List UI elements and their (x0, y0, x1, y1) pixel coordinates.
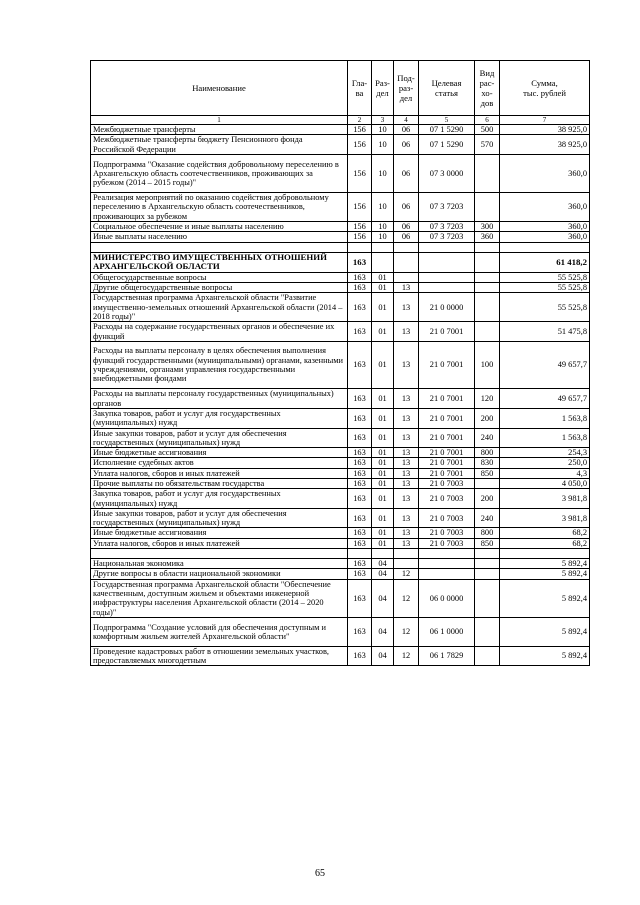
cell-razdel: 10 (372, 193, 394, 222)
cell-vid: 850 (475, 468, 500, 478)
cell-target: 21 0 7001 (419, 322, 475, 342)
column-number: 4 (394, 116, 419, 125)
cell-podrazdel: 06 (394, 154, 419, 192)
cell-glava (348, 549, 372, 559)
table-row (91, 538, 590, 548)
cell-vid (475, 549, 500, 559)
table-row (91, 252, 590, 272)
cell-podrazdel: 13 (394, 408, 419, 428)
cell-podrazdel: 13 (394, 538, 419, 548)
cell-target (419, 272, 475, 282)
cell-target (419, 242, 475, 252)
cell-name: Межбюджетные трансферты бюджету Пенсионного фонда Российской Федерации (91, 135, 348, 155)
header-row (91, 61, 590, 116)
cell-podrazdel: 13 (394, 479, 419, 489)
cell-glava: 156 (348, 221, 372, 231)
cell-glava: 163 (348, 428, 372, 448)
cell-glava: 163 (348, 468, 372, 478)
cell-razdel: 01 (372, 508, 394, 528)
cell-podrazdel: 13 (394, 341, 419, 389)
cell-target (419, 283, 475, 293)
table-row (91, 617, 590, 646)
cell-target: 21 0 7001 (419, 448, 475, 458)
cell-podrazdel: 12 (394, 617, 419, 646)
cell-vid: 100 (475, 341, 500, 389)
cell-target: 21 0 7001 (419, 458, 475, 468)
cell-vid (475, 293, 500, 322)
header-glava: Гла- ва (348, 61, 372, 116)
cell-name: Иные выплаты населению (91, 232, 348, 242)
cell-target: 21 0 7003 (419, 479, 475, 489)
cell-sum: 360,0 (500, 232, 590, 242)
header-sum: Сумма, тыс. рублей (500, 61, 590, 116)
cell-sum: 49 657,7 (500, 341, 590, 389)
cell-razdel: 01 (372, 389, 394, 409)
cell-vid: 800 (475, 528, 500, 538)
cell-sum: 360,0 (500, 193, 590, 222)
cell-podrazdel: 13 (394, 458, 419, 468)
cell-glava: 163 (348, 528, 372, 538)
cell-sum: 4 050,0 (500, 479, 590, 489)
cell-sum: 360,0 (500, 221, 590, 231)
cell-target: 21 0 7001 (419, 408, 475, 428)
cell-razdel: 01 (372, 322, 394, 342)
table-row (91, 428, 590, 448)
cell-name: Исполнение судебных актов (91, 458, 348, 468)
cell-razdel: 01 (372, 448, 394, 458)
cell-razdel: 01 (372, 489, 394, 509)
cell-glava: 156 (348, 232, 372, 242)
cell-name (91, 242, 348, 252)
cell-sum: 3 981,8 (500, 489, 590, 509)
cell-razdel: 01 (372, 528, 394, 538)
table-row (91, 479, 590, 489)
table-row (91, 293, 590, 322)
cell-razdel: 10 (372, 232, 394, 242)
cell-name: Общегосударственные вопросы (91, 272, 348, 282)
cell-target: 07 3 0000 (419, 154, 475, 192)
cell-razdel: 04 (372, 569, 394, 579)
cell-sum: 68,2 (500, 538, 590, 548)
cell-glava: 156 (348, 154, 372, 192)
cell-sum: 55 525,8 (500, 272, 590, 282)
cell-sum: 5 892,4 (500, 646, 590, 666)
cell-podrazdel: 13 (394, 389, 419, 409)
cell-glava: 163 (348, 646, 372, 666)
cell-glava: 163 (348, 389, 372, 409)
table-row (91, 508, 590, 528)
cell-razdel: 01 (372, 479, 394, 489)
cell-podrazdel: 13 (394, 448, 419, 458)
cell-podrazdel: 06 (394, 232, 419, 242)
cell-vid: 200 (475, 408, 500, 428)
cell-target (419, 549, 475, 559)
cell-razdel: 10 (372, 125, 394, 135)
table-row (91, 528, 590, 538)
blank-row (91, 549, 590, 559)
cell-name: Межбюджетные трансферты (91, 125, 348, 135)
cell-name: Расходы на выплаты персоналу государственных (муниципальных) органов (91, 389, 348, 409)
cell-vid: 120 (475, 389, 500, 409)
cell-glava: 163 (348, 341, 372, 389)
cell-razdel: 01 (372, 272, 394, 282)
cell-podrazdel: 13 (394, 428, 419, 448)
cell-glava: 163 (348, 293, 372, 322)
cell-razdel: 01 (372, 283, 394, 293)
cell-podrazdel (394, 242, 419, 252)
cell-sum (500, 549, 590, 559)
cell-name: Уплата налогов, сборов и иных платежей (91, 468, 348, 478)
cell-name: Иные закупки товаров, работ и услуг для обеспечения государственных (муниципальных) нужд (91, 508, 348, 528)
cell-sum (500, 242, 590, 252)
cell-name: Государственная программа Архангельской области "Развитие имущественно-земельных отношений Архангельской области (2014 – 2018 годы)" (91, 293, 348, 322)
column-number: 5 (419, 116, 475, 125)
cell-target: 07 3 7203 (419, 232, 475, 242)
cell-podrazdel: 06 (394, 193, 419, 222)
cell-razdel: 01 (372, 538, 394, 548)
cell-sum: 4,3 (500, 468, 590, 478)
cell-glava: 156 (348, 125, 372, 135)
table-row (91, 489, 590, 509)
cell-podrazdel: 13 (394, 283, 419, 293)
table-row (91, 448, 590, 458)
cell-name: Прочие выплаты по обязательствам государства (91, 479, 348, 489)
cell-name: Расходы на содержание государственных органов и обеспечение их функций (91, 322, 348, 342)
cell-target: 21 0 7001 (419, 389, 475, 409)
cell-glava: 163 (348, 322, 372, 342)
column-number: 2 (348, 116, 372, 125)
budget-table-sheet (90, 60, 589, 666)
cell-podrazdel: 06 (394, 221, 419, 231)
cell-glava: 163 (348, 538, 372, 548)
header-razdel: Раз- дел (372, 61, 394, 116)
cell-sum: 360,0 (500, 154, 590, 192)
cell-vid: 570 (475, 135, 500, 155)
cell-razdel: 04 (372, 579, 394, 617)
cell-target: 07 1 5290 (419, 125, 475, 135)
cell-podrazdel: 13 (394, 489, 419, 509)
cell-razdel: 01 (372, 408, 394, 428)
cell-razdel: 10 (372, 221, 394, 231)
cell-name: Уплата налогов, сборов и иных платежей (91, 538, 348, 548)
cell-name (91, 549, 348, 559)
cell-target (419, 569, 475, 579)
cell-sum: 51 475,8 (500, 322, 590, 342)
cell-target: 21 0 7003 (419, 489, 475, 509)
cell-vid: 500 (475, 125, 500, 135)
cell-name: Подпрограмма "Создание условий для обеспечения доступным и комфортным жильем жителей Архангельской области" (91, 617, 348, 646)
table-row (91, 283, 590, 293)
cell-vid (475, 322, 500, 342)
table-row (91, 579, 590, 617)
cell-sum: 68,2 (500, 528, 590, 538)
table-row (91, 468, 590, 478)
cell-name: Проведение кадастровых работ в отношении земельных участков, предоставляемых многодетным (91, 646, 348, 666)
table-row (91, 408, 590, 428)
cell-razdel (372, 549, 394, 559)
cell-sum: 5 892,4 (500, 569, 590, 579)
cell-target: 07 3 7203 (419, 193, 475, 222)
cell-name: Подпрограмма "Оказание содействия добровольному переселению в Архангельскую область соотечественников, проживающих за рубежом (2014 – 2015 годы)" (91, 154, 348, 192)
cell-glava: 163 (348, 489, 372, 509)
cell-target: 07 1 5290 (419, 135, 475, 155)
cell-glava: 163 (348, 508, 372, 528)
table-row (91, 193, 590, 222)
cell-razdel: 10 (372, 154, 394, 192)
cell-target: 07 3 7203 (419, 221, 475, 231)
cell-glava: 163 (348, 448, 372, 458)
table-row (91, 559, 590, 569)
cell-target: 21 0 0000 (419, 293, 475, 322)
column-number: 7 (500, 116, 590, 125)
cell-target: 21 0 7001 (419, 341, 475, 389)
header-vid: Вид рас- хо- дов (475, 61, 500, 116)
cell-podrazdel (394, 272, 419, 282)
cell-razdel: 10 (372, 135, 394, 155)
cell-name: Другие общегосударственные вопросы (91, 283, 348, 293)
cell-sum: 250,0 (500, 458, 590, 468)
cell-target: 21 0 7001 (419, 468, 475, 478)
cell-podrazdel (394, 549, 419, 559)
cell-glava: 163 (348, 408, 372, 428)
cell-podrazdel: 13 (394, 508, 419, 528)
cell-razdel: 04 (372, 646, 394, 666)
table-row (91, 272, 590, 282)
header-name: Наименование (91, 61, 348, 116)
cell-glava: 163 (348, 479, 372, 489)
cell-glava: 156 (348, 193, 372, 222)
cell-glava: 156 (348, 135, 372, 155)
cell-name: Закупка товаров, работ и услуг для государственных (муниципальных) нужд (91, 489, 348, 509)
cell-name: Другие вопросы в области национальной экономики (91, 569, 348, 579)
page-number: 65 (315, 868, 325, 879)
column-number: 1 (91, 116, 348, 125)
cell-podrazdel: 13 (394, 322, 419, 342)
table-row (91, 125, 590, 135)
cell-vid: 240 (475, 428, 500, 448)
table-body (91, 125, 590, 666)
cell-sum: 55 525,8 (500, 283, 590, 293)
cell-glava: 163 (348, 579, 372, 617)
cell-podrazdel: 12 (394, 569, 419, 579)
cell-name: Закупка товаров, работ и услуг для государственных (муниципальных) нужд (91, 408, 348, 428)
budget-table (90, 60, 590, 666)
cell-podrazdel (394, 252, 419, 272)
cell-vid (475, 283, 500, 293)
cell-name: Расходы на выплаты персоналу в целях обеспечения выполнения функций государственными (муниципальными) органами, казенными учреждениями, органами управления государственными внебюджетными фондами (91, 341, 348, 389)
cell-name: Иные закупки товаров, работ и услуг для обеспечения государственных (муниципальных) нужд (91, 428, 348, 448)
cell-vid (475, 242, 500, 252)
cell-vid: 200 (475, 489, 500, 509)
table-row (91, 458, 590, 468)
cell-target (419, 559, 475, 569)
cell-vid (475, 559, 500, 569)
cell-razdel: 01 (372, 293, 394, 322)
cell-target: 21 0 7003 (419, 528, 475, 538)
cell-vid (475, 479, 500, 489)
cell-podrazdel: 06 (394, 125, 419, 135)
cell-sum: 38 925,0 (500, 125, 590, 135)
table-row (91, 341, 590, 389)
cell-razdel: 01 (372, 458, 394, 468)
cell-name: Иные бюджетные ассигнования (91, 528, 348, 538)
cell-sum: 49 657,7 (500, 389, 590, 409)
cell-sum: 5 892,4 (500, 617, 590, 646)
cell-vid (475, 154, 500, 192)
blank-row (91, 242, 590, 252)
cell-vid: 800 (475, 448, 500, 458)
cell-podrazdel: 13 (394, 528, 419, 538)
table-row (91, 135, 590, 155)
cell-sum: 55 525,8 (500, 293, 590, 322)
cell-target (419, 252, 475, 272)
cell-podrazdel: 13 (394, 468, 419, 478)
cell-target: 21 0 7003 (419, 508, 475, 528)
cell-sum: 5 892,4 (500, 579, 590, 617)
cell-vid: 830 (475, 458, 500, 468)
cell-razdel: 04 (372, 617, 394, 646)
cell-podrazdel: 12 (394, 579, 419, 617)
column-number-row (91, 116, 590, 125)
cell-glava (348, 242, 372, 252)
cell-glava: 163 (348, 458, 372, 468)
cell-target: 06 0 0000 (419, 579, 475, 617)
table-row (91, 154, 590, 192)
cell-sum: 61 418,2 (500, 252, 590, 272)
cell-target: 06 1 0000 (419, 617, 475, 646)
header-podrazdel: Под- раз- дел (394, 61, 419, 116)
cell-podrazdel (394, 559, 419, 569)
cell-podrazdel: 12 (394, 646, 419, 666)
cell-target: 21 0 7003 (419, 538, 475, 548)
cell-vid (475, 646, 500, 666)
table-row (91, 221, 590, 231)
cell-vid (475, 579, 500, 617)
cell-razdel: 01 (372, 428, 394, 448)
column-number: 6 (475, 116, 500, 125)
cell-glava: 163 (348, 272, 372, 282)
cell-glava: 163 (348, 252, 372, 272)
cell-glava: 163 (348, 617, 372, 646)
cell-name: Реализация мероприятий по оказанию содействия добровольному переселению в Архангельскую область соотечественников, проживающих за рубежом (91, 193, 348, 222)
header-target: Целевая статья (419, 61, 475, 116)
cell-vid (475, 617, 500, 646)
cell-vid: 850 (475, 538, 500, 548)
cell-glava: 163 (348, 559, 372, 569)
cell-vid: 240 (475, 508, 500, 528)
cell-podrazdel: 13 (394, 293, 419, 322)
cell-razdel (372, 242, 394, 252)
cell-name: МИНИСТЕРСТВО ИМУЩЕСТВЕННЫХ ОТНОШЕНИЙ АРХАНГЕЛЬСКОЙ ОБЛАСТИ (91, 252, 348, 272)
cell-razdel: 01 (372, 341, 394, 389)
cell-sum: 1 563,8 (500, 408, 590, 428)
cell-vid (475, 252, 500, 272)
cell-sum: 38 925,0 (500, 135, 590, 155)
cell-target: 21 0 7001 (419, 428, 475, 448)
cell-sum: 3 981,8 (500, 508, 590, 528)
table-row (91, 389, 590, 409)
cell-podrazdel: 06 (394, 135, 419, 155)
cell-vid (475, 193, 500, 222)
table-row (91, 322, 590, 342)
cell-vid: 360 (475, 232, 500, 242)
cell-name: Государственная программа Архангельской области "Обеспечение качественным, доступным жильем и объектами инженерной инфраструктуры населения Архангельской области (2014 – 2020 годы)" (91, 579, 348, 617)
column-number: 3 (372, 116, 394, 125)
table-row (91, 646, 590, 666)
cell-sum: 254,3 (500, 448, 590, 458)
table-row (91, 569, 590, 579)
table-row (91, 232, 590, 242)
cell-razdel: 01 (372, 468, 394, 478)
cell-name: Социальное обеспечение и иные выплаты населению (91, 221, 348, 231)
cell-vid: 300 (475, 221, 500, 231)
cell-name: Иные бюджетные ассигнования (91, 448, 348, 458)
cell-sum: 5 892,4 (500, 559, 590, 569)
cell-vid (475, 569, 500, 579)
cell-glava: 163 (348, 569, 372, 579)
cell-target: 06 1 7829 (419, 646, 475, 666)
cell-glava: 163 (348, 283, 372, 293)
cell-razdel: 04 (372, 559, 394, 569)
cell-razdel (372, 252, 394, 272)
cell-name: Национальная экономика (91, 559, 348, 569)
cell-sum: 1 563,8 (500, 428, 590, 448)
cell-vid (475, 272, 500, 282)
